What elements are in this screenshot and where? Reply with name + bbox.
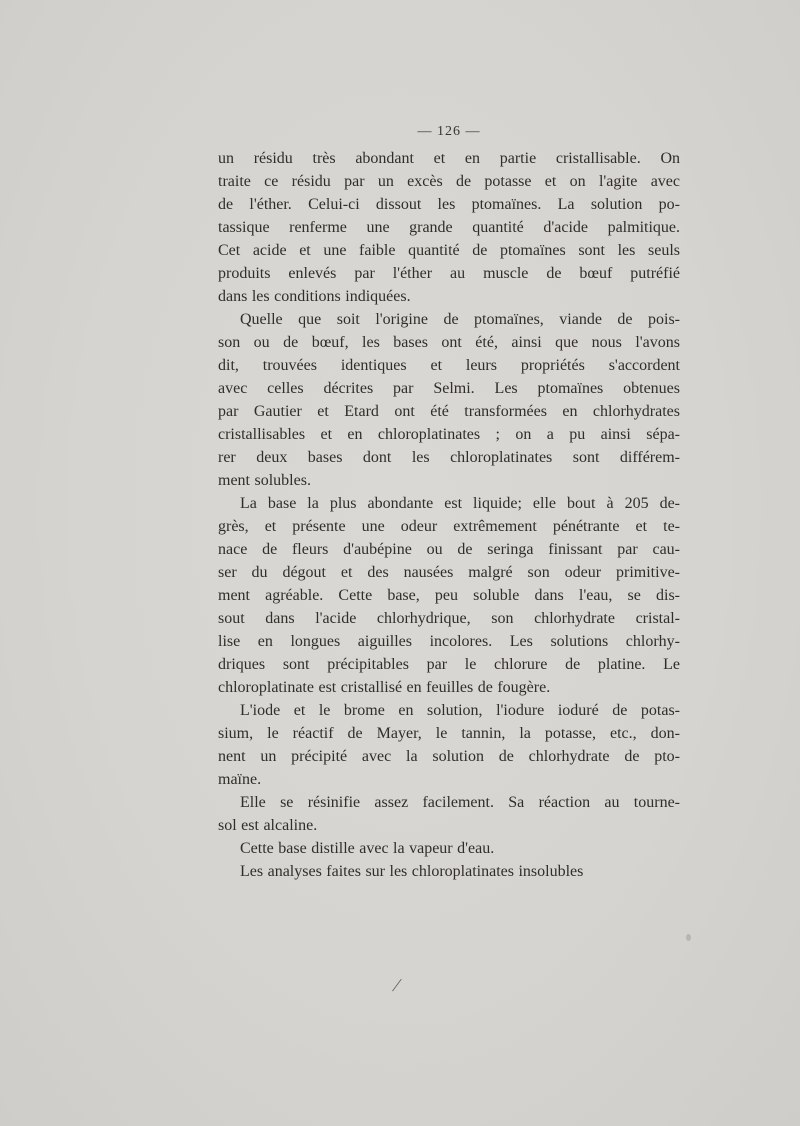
text-line: ment solubles. <box>218 472 311 489</box>
text-line: de l'éther. Celui-ci dissout les ptomaïnes. La solution po- <box>218 196 680 213</box>
text-line: tassique renferme une grande quantité d'acide palmitique. <box>218 219 680 236</box>
text-line: sium, le réactif de Mayer, le tannin, la potasse, etc., don- <box>218 725 680 742</box>
pen-mark-icon: / <box>391 975 402 995</box>
text-line: L'iode et le brome en solution, l'iodure ioduré de potas- <box>240 702 680 719</box>
text-line: maïne. <box>218 771 262 788</box>
text-line: sol est alcaline. <box>218 817 318 834</box>
text-line: Les analyses faites sur les chloroplatinates insolubles <box>240 863 584 880</box>
text-line: Elle se résinifie assez facilement. Sa réaction au tourne- <box>240 794 680 811</box>
text-line: traite ce résidu par un excès de potasse et on l'agite avec <box>218 173 680 190</box>
text-line: dit, trouvées identiques et leurs propriétés s'accordent <box>218 357 680 374</box>
text-line: chloroplatinate est cristallisé en feuilles de fougère. <box>218 679 551 696</box>
text-line: Quelle que soit l'origine de ptomaïnes, viande de pois- <box>240 311 680 328</box>
text-line: dans les conditions indiquées. <box>218 288 411 305</box>
text-line: cristallisables et en chloroplatinates ; on a pu ainsi sépa- <box>218 426 680 443</box>
text-line: son ou de bœuf, les bases ont été, ainsi que nous l'avons <box>218 334 680 351</box>
text-line: produits enlevés par l'éther au muscle de bœuf putréfié <box>218 265 680 282</box>
text-line: driques sont précipitables par le chlorure de platine. Le <box>218 656 680 673</box>
text-line: ser du dégout et des nausées malgré son odeur primitive- <box>218 564 680 581</box>
text-line: un résidu très abondant et en partie cristallisable. On <box>218 150 680 167</box>
text-line: La base la plus abondante est liquide; elle bout à 205 de- <box>240 495 680 512</box>
page-number: — 126 — <box>417 124 481 139</box>
text-line: Cet acide et une faible quantité de ptomaïnes sont les seuls <box>218 242 680 259</box>
text-line: sout dans l'acide chlorhydrique, son chlorhydrate cristal- <box>218 610 680 627</box>
text-line: rer deux bases dont les chloroplatinates sont différem- <box>218 449 680 466</box>
text-line: ment agréable. Cette base, peu soluble dans l'eau, se dis- <box>218 587 680 604</box>
text-line: par Gautier et Etard ont été transformées en chlorhydrates <box>218 403 680 420</box>
text-block <box>218 147 680 883</box>
text-line: avec celles décrites par Selmi. Les ptomaïnes obtenues <box>218 380 680 397</box>
paper-speck <box>686 934 691 941</box>
text-line: lise en longues aiguilles incolores. Les solutions chlorhy- <box>218 633 680 650</box>
text-line: Cette base distille avec la vapeur d'eau. <box>240 840 495 857</box>
text-line: nace de fleurs d'aubépine ou de seringa finissant par cau- <box>218 541 680 558</box>
text-line: nent un précipité avec la solution de chlorhydrate de pto- <box>218 748 680 765</box>
text-line: grès, et présente une odeur extrêmement pénétrante et te- <box>218 518 680 535</box>
